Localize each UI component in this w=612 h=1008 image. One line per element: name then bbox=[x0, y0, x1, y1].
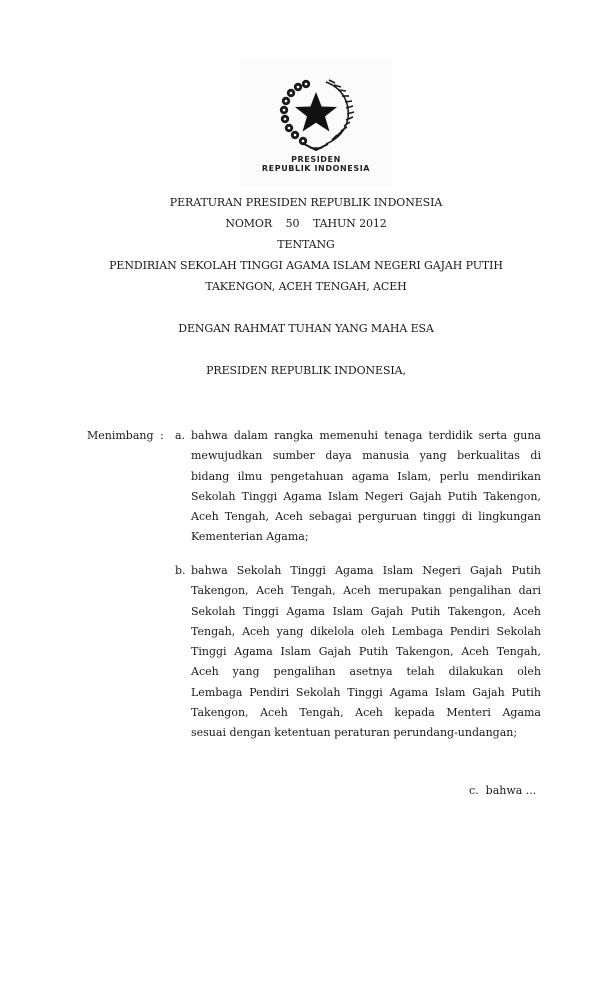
text-line: bahwa dalam rangka memenuhi tenaga terdidik serta guna bbox=[191, 429, 541, 442]
considering-item-b bbox=[191, 561, 541, 744]
logo-caption-line2: REPUBLIK INDONESIA bbox=[261, 164, 371, 173]
text-line: bahwa Sekolah Tinggi Agama Islam Negeri Gajah Putih bbox=[191, 564, 541, 577]
text-line: Tengah, Aceh yang dikelola oleh Lembaga Pendiri Sekolah bbox=[191, 624, 541, 638]
considering-item-a bbox=[191, 426, 541, 548]
considering-colon: : bbox=[160, 429, 164, 442]
page-continuation: c. bahwa ... bbox=[469, 784, 537, 797]
regulation-subject-line1: PENDIRIAN SEKOLAH TINGGI AGAMA ISLAM NEGERI GAJAH PUTIH bbox=[109, 259, 503, 272]
considering-item-a-marker: a. bbox=[175, 429, 186, 442]
text-line: Kementerian Agama; bbox=[191, 530, 309, 544]
regulation-number: NOMOR 50 TAHUN 2012 bbox=[225, 217, 387, 230]
text-line: Aceh Tengah, Aceh sebagai perguruan tinggi di lingkungan bbox=[191, 510, 541, 524]
garuda-star-emblem-icon bbox=[276, 72, 356, 152]
regulation-about: TENTANG bbox=[277, 238, 335, 251]
issuer: PRESIDEN REPUBLIK INDONESIA, bbox=[206, 364, 406, 377]
considering-label: Menimbang bbox=[87, 429, 154, 442]
text-line: Sekolah Tinggi Agama Islam Gajah Putih Takengon, Aceh bbox=[191, 604, 541, 618]
text-line: Sekolah Tinggi Agama Islam Negeri Gajah Putih Takengon, bbox=[191, 489, 541, 503]
regulation-subject-line2: TAKENGON, ACEH TENGAH, ACEH bbox=[205, 280, 407, 293]
text-line: Takengon, Aceh Tengah, Aceh kepada Menteri Agama bbox=[191, 706, 541, 720]
text-line: bidang ilmu pengetahuan agama Islam, perlu mendirikan bbox=[191, 469, 541, 483]
considering-item-b-marker: b. bbox=[175, 564, 186, 577]
text-line: Lembaga Pendiri Sekolah Tinggi Agama Islam Gajah Putih bbox=[191, 685, 541, 699]
presidential-logo bbox=[240, 58, 392, 186]
text-line: Tinggi Agama Islam Gajah Putih Takengon, Aceh Tengah, bbox=[191, 645, 541, 659]
text-line: sesuai dengan ketentuan peraturan perundang-undangan; bbox=[191, 726, 518, 740]
regulation-title: PERATURAN PRESIDEN REPUBLIK INDONESIA bbox=[169, 196, 443, 209]
logo-caption-line1: PRESIDEN bbox=[291, 155, 341, 164]
text-line: mewujudkan sumber daya manusia yang berkualitas di bbox=[191, 449, 541, 463]
text-line: Aceh yang pengalihan asetnya telah dilakukan oleh bbox=[191, 665, 541, 679]
text-line: Takengon, Aceh Tengah, Aceh merupakan pengalihan dari bbox=[191, 584, 541, 598]
invocation: DENGAN RAHMAT TUHAN YANG MAHA ESA bbox=[178, 322, 434, 335]
